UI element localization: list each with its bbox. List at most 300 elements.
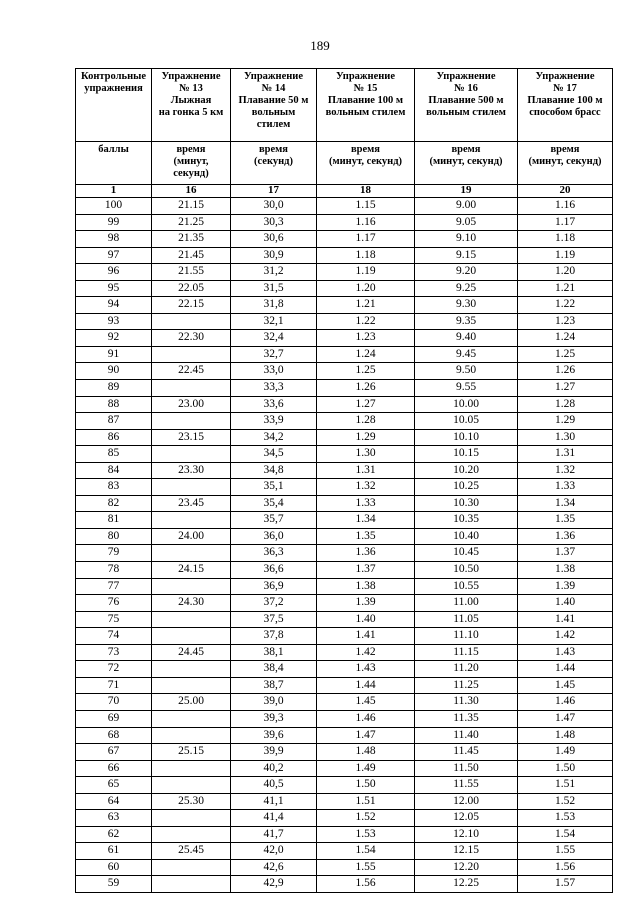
- table-cell: 39,0: [231, 694, 317, 711]
- table-cell: 82: [76, 495, 152, 512]
- table-cell: 34,5: [231, 446, 317, 463]
- header-cell: Упражнение № 14 Плавание 50 м вольным стилем: [231, 69, 317, 142]
- table-row: [76, 380, 613, 397]
- column-number-cell: 20: [518, 185, 613, 198]
- table-cell: 1.33: [518, 479, 613, 496]
- table-cell: 30,0: [231, 198, 317, 215]
- table-cell: 1.17: [518, 214, 613, 231]
- column-number-cell: 19: [415, 185, 518, 198]
- table-cell: 81: [76, 512, 152, 529]
- table-cell: 1.27: [518, 380, 613, 397]
- table-cell: 62: [76, 826, 152, 843]
- scores-table: [75, 68, 613, 893]
- table-cell: 80: [76, 528, 152, 545]
- table-cell: 1.50: [317, 777, 415, 794]
- table-cell: 1.41: [518, 611, 613, 628]
- table-row: [76, 429, 613, 446]
- table-cell: 1.40: [317, 611, 415, 628]
- table-cell: 99: [76, 214, 152, 231]
- table-cell: 87: [76, 413, 152, 430]
- table-row: [76, 346, 613, 363]
- table-cell: 21.35: [152, 231, 231, 248]
- table-cell: 98: [76, 231, 152, 248]
- table-cell: 37,2: [231, 595, 317, 612]
- table-cell: 92: [76, 330, 152, 347]
- table-cell: 31,5: [231, 280, 317, 297]
- table-cell: 10.45: [415, 545, 518, 562]
- table-cell: 24.45: [152, 644, 231, 661]
- table-row: [76, 677, 613, 694]
- table-cell: 1.22: [518, 297, 613, 314]
- table-cell: 10.10: [415, 429, 518, 446]
- table-cell: 9.25: [415, 280, 518, 297]
- table-row: [76, 777, 613, 794]
- table-cell: 34,8: [231, 462, 317, 479]
- table-cell: 88: [76, 396, 152, 413]
- table-cell: 70: [76, 694, 152, 711]
- table-cell: [152, 677, 231, 694]
- table-cell: 10.30: [415, 495, 518, 512]
- table-cell: 25.45: [152, 843, 231, 860]
- table-cell: 85: [76, 446, 152, 463]
- table-cell: 32,4: [231, 330, 317, 347]
- table-row: [76, 793, 613, 810]
- table-cell: 100: [76, 198, 152, 215]
- table-cell: 1.46: [317, 710, 415, 727]
- table-cell: 64: [76, 793, 152, 810]
- table-cell: 9.15: [415, 247, 518, 264]
- table-cell: [152, 413, 231, 430]
- table-cell: [152, 545, 231, 562]
- table-cell: 11.25: [415, 677, 518, 694]
- table-cell: 1.23: [317, 330, 415, 347]
- table-cell: 23.15: [152, 429, 231, 446]
- table-cell: 1.51: [317, 793, 415, 810]
- table-cell: 61: [76, 843, 152, 860]
- table-cell: 63: [76, 810, 152, 827]
- table-cell: 23.45: [152, 495, 231, 512]
- table-cell: 1.55: [317, 859, 415, 876]
- table-cell: 1.54: [518, 826, 613, 843]
- table-cell: 38,7: [231, 677, 317, 694]
- table-cell: 36,6: [231, 562, 317, 579]
- table-cell: 12.25: [415, 876, 518, 893]
- table-cell: 1.45: [518, 677, 613, 694]
- table-cell: 84: [76, 462, 152, 479]
- table-cell: 73: [76, 644, 152, 661]
- header-cell: Упражнение № 17 Плавание 100 м способом брасс: [518, 69, 613, 142]
- table-cell: [152, 512, 231, 529]
- table-cell: 38,1: [231, 644, 317, 661]
- table-cell: 35,7: [231, 512, 317, 529]
- table-cell: 1.56: [317, 876, 415, 893]
- table-cell: 1.50: [518, 760, 613, 777]
- table-cell: [152, 777, 231, 794]
- table-cell: 9.05: [415, 214, 518, 231]
- table-cell: 59: [76, 876, 152, 893]
- table-cell: 1.57: [518, 876, 613, 893]
- table-body: [76, 198, 613, 893]
- table-row: [76, 644, 613, 661]
- table-cell: 1.47: [518, 710, 613, 727]
- table-cell: 1.17: [317, 231, 415, 248]
- table-cell: 9.20: [415, 264, 518, 281]
- table-row: [76, 744, 613, 761]
- table-row: [76, 760, 613, 777]
- table-cell: 24.15: [152, 562, 231, 579]
- table-cell: 24.00: [152, 528, 231, 545]
- table-cell: 1.32: [518, 462, 613, 479]
- table-cell: 24.30: [152, 595, 231, 612]
- subheader-cell: баллы: [76, 142, 152, 185]
- table-row: [76, 446, 613, 463]
- table-cell: 11.35: [415, 710, 518, 727]
- table-cell: 1.51: [518, 777, 613, 794]
- table-row: [76, 528, 613, 545]
- table-cell: 11.10: [415, 628, 518, 645]
- table-cell: 95: [76, 280, 152, 297]
- table-cell: 10.20: [415, 462, 518, 479]
- header-cell: Упражнение № 16 Плавание 500 м вольным стилем: [415, 69, 518, 142]
- table-cell: 94: [76, 297, 152, 314]
- table-cell: 33,3: [231, 380, 317, 397]
- table-cell: 1.21: [518, 280, 613, 297]
- table-cell: 1.25: [317, 363, 415, 380]
- header-cell: Упражнение № 13 Лыжная на гонка 5 км: [152, 69, 231, 142]
- table-cell: 66: [76, 760, 152, 777]
- table-cell: [152, 859, 231, 876]
- table-cell: 33,0: [231, 363, 317, 380]
- table-row: [76, 264, 613, 281]
- table-cell: 1.31: [317, 462, 415, 479]
- table-cell: 11.55: [415, 777, 518, 794]
- table-cell: 1.49: [518, 744, 613, 761]
- table-cell: 10.40: [415, 528, 518, 545]
- subheader-cell: время (минут, секунд): [317, 142, 415, 185]
- table-cell: 1.34: [317, 512, 415, 529]
- table-cell: 42,6: [231, 859, 317, 876]
- table-cell: 22.05: [152, 280, 231, 297]
- table-row: [76, 661, 613, 678]
- table-row: [76, 545, 613, 562]
- table-cell: 1.24: [518, 330, 613, 347]
- table-cell: 1.32: [317, 479, 415, 496]
- table-row: [76, 280, 613, 297]
- table-cell: 9.55: [415, 380, 518, 397]
- table-cell: 93: [76, 313, 152, 330]
- table-row: [76, 578, 613, 595]
- table-row: [76, 562, 613, 579]
- table-cell: 68: [76, 727, 152, 744]
- table-cell: 1.42: [518, 628, 613, 645]
- table-cell: 36,0: [231, 528, 317, 545]
- table-cell: 1.35: [518, 512, 613, 529]
- table-row: [76, 495, 613, 512]
- table-cell: 11.20: [415, 661, 518, 678]
- table-cell: 22.30: [152, 330, 231, 347]
- table-cell: 11.05: [415, 611, 518, 628]
- table-cell: 12.00: [415, 793, 518, 810]
- table-row: [76, 413, 613, 430]
- table-cell: 39,6: [231, 727, 317, 744]
- table-row: [76, 247, 613, 264]
- table-cell: 1.18: [317, 247, 415, 264]
- table-cell: 23.00: [152, 396, 231, 413]
- table-row: [76, 826, 613, 843]
- table-cell: 74: [76, 628, 152, 645]
- table-cell: 41,4: [231, 810, 317, 827]
- table-cell: 77: [76, 578, 152, 595]
- table-row: [76, 198, 613, 215]
- table-cell: 1.44: [518, 661, 613, 678]
- table-cell: 9.30: [415, 297, 518, 314]
- table-row: [76, 810, 613, 827]
- table-cell: 12.20: [415, 859, 518, 876]
- header-cell: Контрольные упражнения: [76, 69, 152, 142]
- table-cell: [152, 826, 231, 843]
- table-cell: 1.52: [518, 793, 613, 810]
- table-cell: [152, 727, 231, 744]
- column-number-cell: 18: [317, 185, 415, 198]
- table-cell: 41,7: [231, 826, 317, 843]
- table-cell: 1.41: [317, 628, 415, 645]
- table-cell: 79: [76, 545, 152, 562]
- table-cell: 37,8: [231, 628, 317, 645]
- table-row: [76, 611, 613, 628]
- header-row: [76, 69, 613, 142]
- table-row: [76, 512, 613, 529]
- table-cell: 12.05: [415, 810, 518, 827]
- table-cell: 67: [76, 744, 152, 761]
- table-cell: 1.52: [317, 810, 415, 827]
- column-number-cell: 16: [152, 185, 231, 198]
- table-cell: 1.43: [317, 661, 415, 678]
- table-cell: 71: [76, 677, 152, 694]
- table-cell: 1.36: [317, 545, 415, 562]
- table-cell: 11.40: [415, 727, 518, 744]
- table-cell: 11.00: [415, 595, 518, 612]
- table-cell: 9.10: [415, 231, 518, 248]
- table-cell: 1.19: [518, 247, 613, 264]
- table-cell: 25.00: [152, 694, 231, 711]
- table-cell: 42,9: [231, 876, 317, 893]
- table-cell: 1.25: [518, 346, 613, 363]
- table-cell: 39,9: [231, 744, 317, 761]
- table-cell: 9.45: [415, 346, 518, 363]
- table-cell: 1.42: [317, 644, 415, 661]
- table-cell: 1.44: [317, 677, 415, 694]
- table-cell: 1.39: [518, 578, 613, 595]
- table-cell: 60: [76, 859, 152, 876]
- table-cell: 34,2: [231, 429, 317, 446]
- table-cell: 1.26: [518, 363, 613, 380]
- table-row: [76, 214, 613, 231]
- table-cell: 1.30: [518, 429, 613, 446]
- table-cell: 1.15: [317, 198, 415, 215]
- table-cell: 10.00: [415, 396, 518, 413]
- table-cell: 1.29: [317, 429, 415, 446]
- header-cell: Упражнение № 15 Плавание 100 м вольным стилем: [317, 69, 415, 142]
- table-cell: 40,5: [231, 777, 317, 794]
- column-number-cell: 1: [76, 185, 152, 198]
- table-cell: 1.36: [518, 528, 613, 545]
- table-cell: 1.18: [518, 231, 613, 248]
- table-cell: 38,4: [231, 661, 317, 678]
- table-cell: 9.50: [415, 363, 518, 380]
- table-row: [76, 628, 613, 645]
- table-row: [76, 396, 613, 413]
- table-cell: 1.38: [518, 562, 613, 579]
- table-row: [76, 231, 613, 248]
- table-cell: 10.35: [415, 512, 518, 529]
- table-cell: 42,0: [231, 843, 317, 860]
- table-cell: 1.53: [317, 826, 415, 843]
- table-cell: 30,9: [231, 247, 317, 264]
- table-cell: [152, 710, 231, 727]
- table-cell: [152, 313, 231, 330]
- table-cell: 72: [76, 661, 152, 678]
- table-cell: [152, 876, 231, 893]
- table-cell: 35,1: [231, 479, 317, 496]
- table-cell: [152, 810, 231, 827]
- table-cell: 1.31: [518, 446, 613, 463]
- table-row: [76, 297, 613, 314]
- table-row: [76, 595, 613, 612]
- table-cell: 33,6: [231, 396, 317, 413]
- table-cell: [152, 661, 231, 678]
- table-cell: 1.26: [317, 380, 415, 397]
- table-row: [76, 479, 613, 496]
- subheader-row: [76, 142, 613, 185]
- subheader-cell: время (минут, секунд): [152, 142, 231, 185]
- subheader-cell: время (секунд): [231, 142, 317, 185]
- table-cell: 97: [76, 247, 152, 264]
- table-cell: 1.30: [317, 446, 415, 463]
- table-cell: 1.45: [317, 694, 415, 711]
- table-cell: 41,1: [231, 793, 317, 810]
- table-cell: 10.55: [415, 578, 518, 595]
- table-cell: 1.16: [518, 198, 613, 215]
- table-cell: [152, 760, 231, 777]
- table-row: [76, 727, 613, 744]
- table-cell: [152, 346, 231, 363]
- table-cell: 1.46: [518, 694, 613, 711]
- table-row: [76, 363, 613, 380]
- table-cell: 12.10: [415, 826, 518, 843]
- table-row: [76, 859, 613, 876]
- table-cell: 11.50: [415, 760, 518, 777]
- table-cell: 21.55: [152, 264, 231, 281]
- table-row: [76, 710, 613, 727]
- table-cell: 1.23: [518, 313, 613, 330]
- table-cell: 1.38: [317, 578, 415, 595]
- table-cell: 40,2: [231, 760, 317, 777]
- table-cell: 30,3: [231, 214, 317, 231]
- table-cell: 31,8: [231, 297, 317, 314]
- table-cell: 1.33: [317, 495, 415, 512]
- table-cell: 35,4: [231, 495, 317, 512]
- table-cell: 21.45: [152, 247, 231, 264]
- table-cell: 39,3: [231, 710, 317, 727]
- table-cell: 1.43: [518, 644, 613, 661]
- table-cell: [152, 479, 231, 496]
- table-cell: 11.15: [415, 644, 518, 661]
- table-cell: 1.49: [317, 760, 415, 777]
- column-number-cell: 17: [231, 185, 317, 198]
- table-cell: 37,5: [231, 611, 317, 628]
- table-cell: 91: [76, 346, 152, 363]
- table-cell: 22.45: [152, 363, 231, 380]
- table-cell: 25.15: [152, 744, 231, 761]
- table-cell: 10.25: [415, 479, 518, 496]
- table-cell: 1.20: [518, 264, 613, 281]
- table-cell: 1.39: [317, 595, 415, 612]
- table-cell: 78: [76, 562, 152, 579]
- table-cell: 1.28: [317, 413, 415, 430]
- column-number-row: [76, 185, 613, 198]
- table-cell: 1.21: [317, 297, 415, 314]
- table-cell: 1.37: [317, 562, 415, 579]
- table-cell: 1.34: [518, 495, 613, 512]
- table-cell: 69: [76, 710, 152, 727]
- subheader-cell: время (минут, секунд): [415, 142, 518, 185]
- table-cell: 1.40: [518, 595, 613, 612]
- table-cell: [152, 628, 231, 645]
- table-row: [76, 330, 613, 347]
- table-cell: 1.35: [317, 528, 415, 545]
- table-cell: [152, 578, 231, 595]
- table-cell: 9.40: [415, 330, 518, 347]
- table-cell: 30,6: [231, 231, 317, 248]
- table-cell: 12.15: [415, 843, 518, 860]
- table-cell: 9.35: [415, 313, 518, 330]
- table-cell: 1.28: [518, 396, 613, 413]
- table-cell: 1.27: [317, 396, 415, 413]
- table-cell: 1.48: [518, 727, 613, 744]
- table-cell: 23.30: [152, 462, 231, 479]
- table-cell: 89: [76, 380, 152, 397]
- table-cell: 1.24: [317, 346, 415, 363]
- table-cell: 90: [76, 363, 152, 380]
- table-cell: 36,9: [231, 578, 317, 595]
- table-cell: 11.45: [415, 744, 518, 761]
- page-number: 189: [310, 38, 330, 53]
- table-cell: 1.16: [317, 214, 415, 231]
- table-cell: 96: [76, 264, 152, 281]
- table-cell: 1.29: [518, 413, 613, 430]
- table-cell: 10.05: [415, 413, 518, 430]
- table-cell: 1.22: [317, 313, 415, 330]
- table-cell: 10.50: [415, 562, 518, 579]
- table-cell: 1.55: [518, 843, 613, 860]
- table-cell: 86: [76, 429, 152, 446]
- table-cell: 25.30: [152, 793, 231, 810]
- table-cell: 21.25: [152, 214, 231, 231]
- table-cell: 83: [76, 479, 152, 496]
- table-cell: 10.15: [415, 446, 518, 463]
- table-cell: 33,9: [231, 413, 317, 430]
- table-cell: 22.15: [152, 297, 231, 314]
- table-cell: [152, 380, 231, 397]
- subheader-cell: время (минут, секунд): [518, 142, 613, 185]
- table-cell: 36,3: [231, 545, 317, 562]
- table-cell: 1.37: [518, 545, 613, 562]
- table-cell: 32,7: [231, 346, 317, 363]
- table-cell: 1.54: [317, 843, 415, 860]
- table-row: [76, 694, 613, 711]
- table-row: [76, 876, 613, 893]
- table-cell: 31,2: [231, 264, 317, 281]
